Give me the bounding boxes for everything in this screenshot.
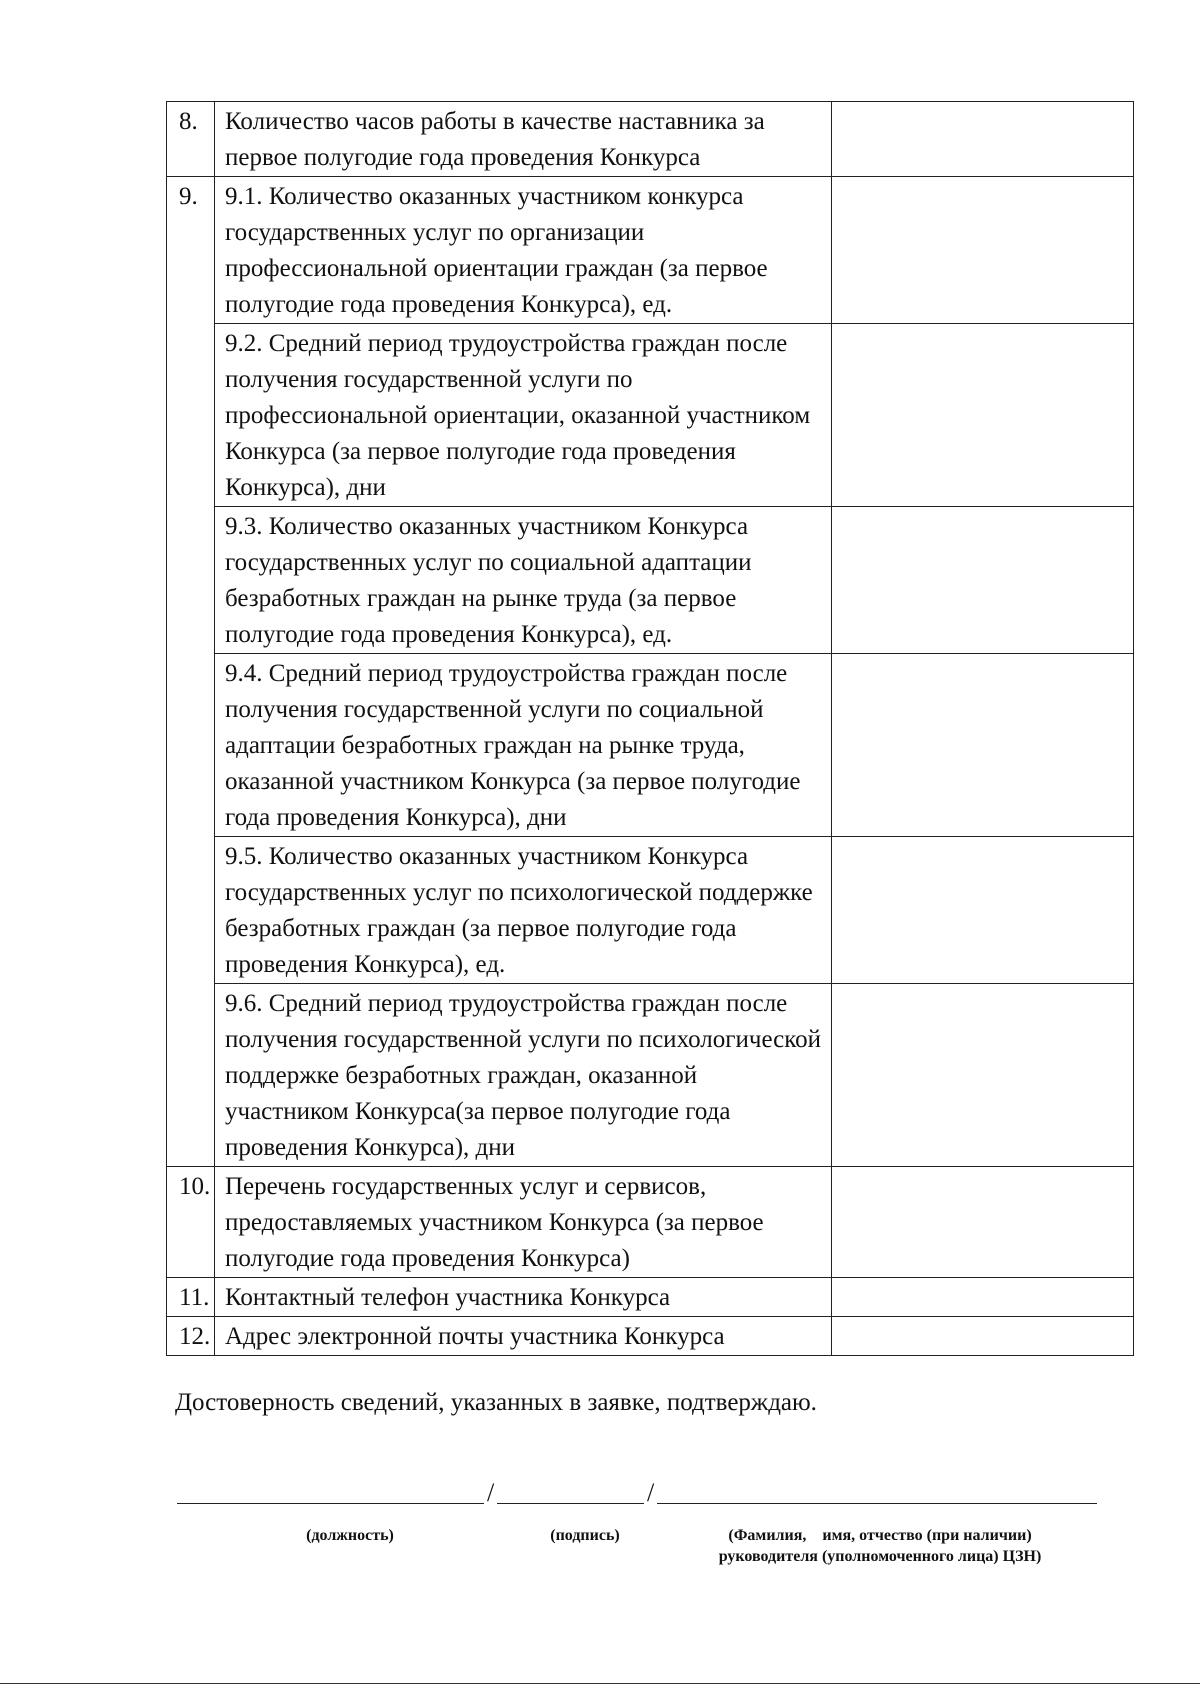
confirmation-statement: Достоверность сведений, указанных в заявке, подтверждаю. xyxy=(175,1389,817,1416)
row-value-cell[interactable] xyxy=(832,324,1134,507)
row-number: 12. xyxy=(167,1317,215,1356)
table-row xyxy=(167,654,1134,837)
caption-full-name-line1: (Фамилия, имя, отчество (при наличии) xyxy=(728,1527,1032,1544)
row-description: 9.1. Количество оказанных участником конкурса государственных услуг по организации профессиональной ориентации граждан (за первое полугодие года проведения Конкурса), ед. xyxy=(215,177,832,324)
row-description: 9.3. Количество оказанных участником Конкурса государственных услуг по социальной адаптации безработных граждан на рынке труда (за первое полугодие года проведения Конкурса), ед. xyxy=(215,507,832,654)
table-row xyxy=(167,177,1134,324)
row-description: 9.4. Средний период трудоустройства граждан после получения государственной услуги по социальной адаптации безработных граждан на рынке труда, оказанной участником Конкурса (за первое полугодие года проведения Конкурса), дни xyxy=(215,654,832,837)
table-row xyxy=(167,102,1134,177)
row-number xyxy=(167,984,215,1167)
row-value-cell[interactable] xyxy=(832,507,1134,654)
row-value-cell[interactable] xyxy=(832,1317,1134,1356)
row-number: 9. xyxy=(167,177,215,324)
row-value-cell[interactable] xyxy=(832,654,1134,837)
table-row xyxy=(167,507,1134,654)
row-value-cell[interactable] xyxy=(832,984,1134,1167)
row-description: Количество часов работы в качестве наставника за первое полугодие года проведения Конкурса xyxy=(215,102,832,177)
row-description: Контактный телефон участника Конкурса xyxy=(215,1278,832,1317)
row-value-cell[interactable] xyxy=(832,1167,1134,1278)
application-form-table xyxy=(166,101,1134,1356)
position-line[interactable] xyxy=(177,1503,484,1504)
caption-full-name xyxy=(690,1525,1070,1567)
row-description: 9.6. Средний период трудоустройства граждан после получения государственной услуги по психологической поддержке безработных граждан, оказанной участником Конкурса(за первое полугодие года проведения Конкурса), дни xyxy=(215,984,832,1167)
row-description: 9.5. Количество оказанных участником Конкурса государственных услуг по психологической поддержке безработных граждан (за первое полугодие года проведения Конкурса), ед. xyxy=(215,837,832,984)
caption-full-name-line2: руководителя (уполномоченного лица) ЦЗН) xyxy=(718,1548,1042,1565)
row-number: 11. xyxy=(167,1278,215,1317)
row-description: Перечень государственных услуг и сервисов, предоставляемых участником Конкурса (за первое полугодие года проведения Конкурса) xyxy=(215,1167,832,1278)
table-row xyxy=(167,1167,1134,1278)
row-value-cell[interactable] xyxy=(832,102,1134,177)
table-row xyxy=(167,1317,1134,1356)
signature-separator: / xyxy=(487,1478,495,1507)
caption-position: (должность) xyxy=(306,1527,394,1544)
row-value-cell[interactable] xyxy=(832,1278,1134,1317)
row-number xyxy=(167,837,215,984)
table-row xyxy=(167,1278,1134,1317)
table-row xyxy=(167,837,1134,984)
signature-line[interactable] xyxy=(497,1503,644,1504)
row-number xyxy=(167,654,215,837)
row-number: 10. xyxy=(167,1167,215,1278)
row-number xyxy=(167,324,215,507)
signature-separator: / xyxy=(647,1478,655,1507)
table-row xyxy=(167,324,1134,507)
page-bottom-rule xyxy=(0,1683,1200,1684)
row-number: 8. xyxy=(167,102,215,177)
row-value-cell[interactable] xyxy=(832,837,1134,984)
row-description: Адрес электронной почты участника Конкурса xyxy=(215,1317,832,1356)
caption-signature: (подпись) xyxy=(550,1527,620,1544)
row-description: 9.2. Средний период трудоустройства граждан после получения государственной услуги по профессиональной ориентации, оказанной участником Конкурса (за первое полугодие года проведения Конкурса), дни xyxy=(215,324,832,507)
row-number xyxy=(167,507,215,654)
full-name-line[interactable] xyxy=(657,1503,1097,1504)
row-value-cell[interactable] xyxy=(832,177,1134,324)
table-row xyxy=(167,984,1134,1167)
